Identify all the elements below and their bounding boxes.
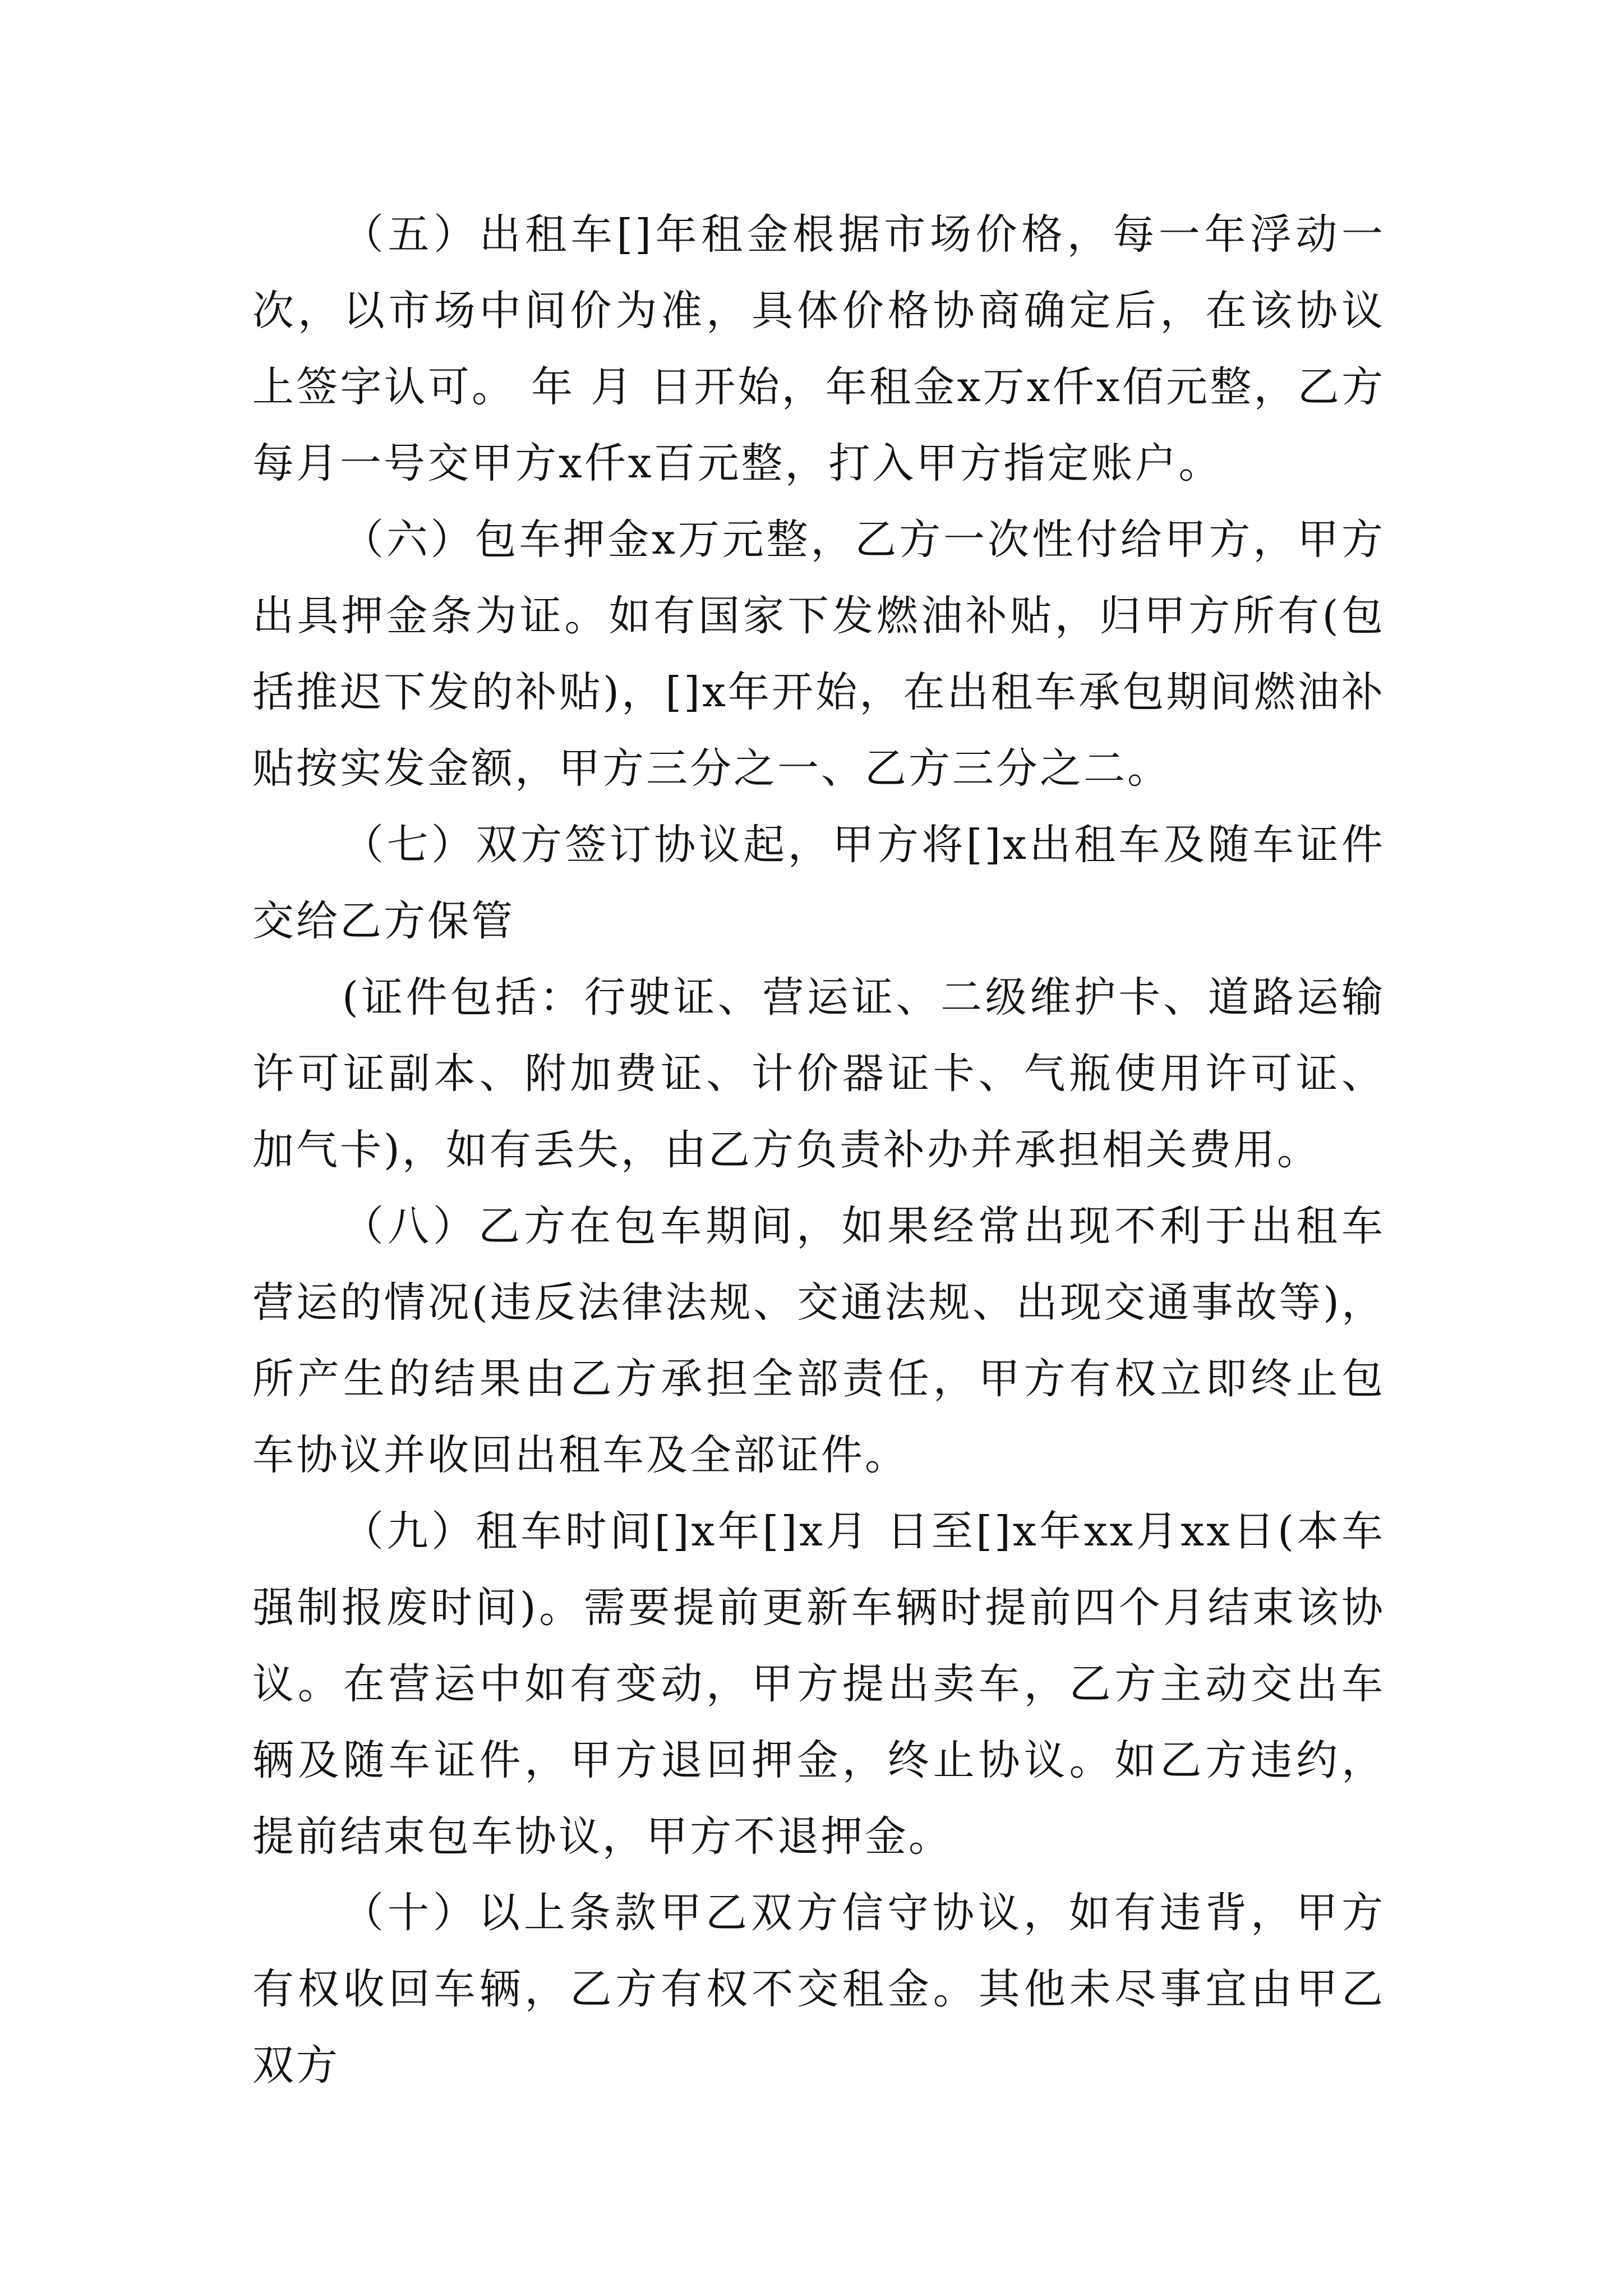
clause-9-paragraph: （九）租车时间[]x年[]x月 日至[]x年xx月xx日(本车强制报废时间)。需要提前更新车辆时提前四个月结束该协议。在营运中如有变动，甲方提出卖车，乙方主动交出车辆及随车证件，甲方退回押金，终止协议。如乙方违约，提前结束包车协议，甲方不退押金。 [252, 1507, 1385, 1861]
clause-6-paragraph: （六）包车押金x万元整，乙方一次性付给甲方，甲方出具押金条为证。如有国家下发燃油补贴，归甲方所有(包括推迟下发的补贴)，[]x年开始，在出租车承包期间燃油补贴按实发金额，甲方三分之一、乙方三分之二。 [252, 516, 1385, 793]
clause-5-paragraph: （五）出租车[]年租金根据市场价格，每一年浮动一次，以市场中间价为准，具体价格协商确定后，在该协议上签字认可。 年 月 日开始，年租金x万x仟x佰元整，乙方每月一号交甲方x仟x百元整，打入甲方指定账户。 [252, 210, 1385, 487]
clause-10-paragraph: （十）以上条款甲乙双方信守协议，如有违背，甲方有权收回车辆，乙方有权不交租金。其他未尽事宜由甲乙双方 [252, 1889, 1385, 2090]
document-body [252, 196, 1385, 2104]
clause-7-paragraph: （七）双方签订协议起，甲方将[]x出租车及随车证件交给乙方保管 [252, 821, 1385, 945]
documents-list-paragraph: (证件包括：行驶证、营运证、二级维护卡、道路运输许可证副本、附加费证、计价器证卡、气瓶使用许可证、加气卡)，如有丢失，由乙方负责补办并承担相关费用。 [252, 973, 1385, 1174]
clause-8-paragraph: （八）乙方在包车期间，如果经常出现不利于出租车营运的情况(违反法律法规、交通法规、出现交通事故等)，所产生的结果由乙方承担全部责任，甲方有权立即终止包车协议并收回出租车及全部证件。 [252, 1202, 1385, 1479]
